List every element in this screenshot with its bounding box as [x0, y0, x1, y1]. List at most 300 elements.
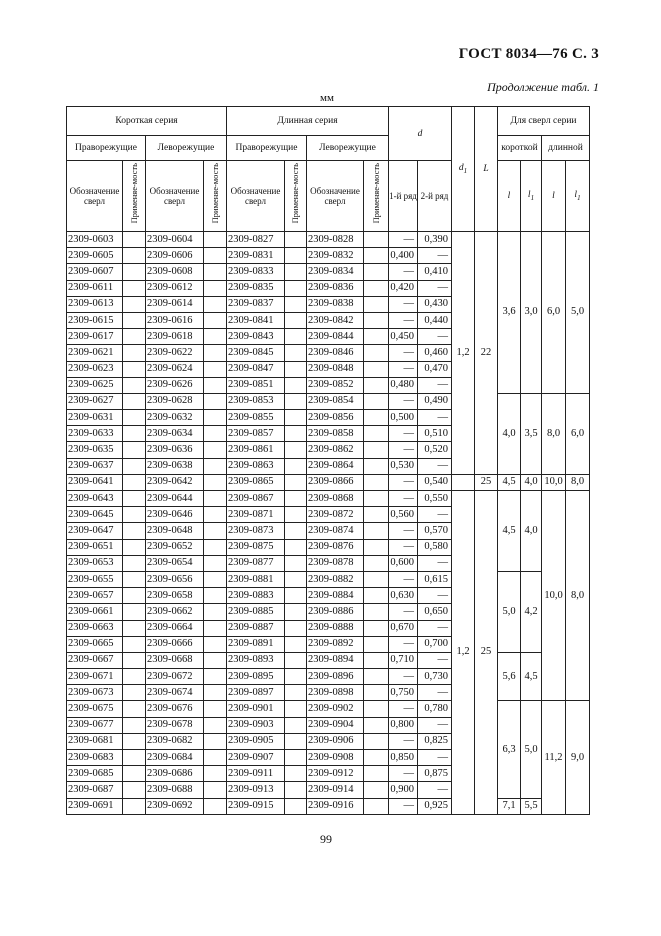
- long-left-applicability: [364, 717, 389, 733]
- short-left-applicability: [204, 717, 227, 733]
- short-left-applicability: [204, 685, 227, 701]
- short-left-designation: 2309-0672: [146, 669, 204, 685]
- long-right-designation: 2309-0911: [227, 766, 285, 782]
- d-row2-value: 0,700: [418, 636, 452, 652]
- long-right-applicability: [285, 312, 307, 328]
- short-right-designation: 2309-0603: [67, 232, 123, 248]
- long-right-applicability: [285, 620, 307, 636]
- short-left-designation: 2309-0622: [146, 345, 204, 361]
- short-left-applicability: [204, 766, 227, 782]
- designation-header: Обозначение сверл: [146, 161, 204, 232]
- d-row2-value: 0,540: [418, 474, 452, 490]
- short-left-designation: 2309-0632: [146, 410, 204, 426]
- long-left-applicability: [364, 377, 389, 393]
- short-left-designation: 2309-0644: [146, 491, 204, 507]
- table-row: [67, 393, 590, 409]
- short-left-applicability: [204, 636, 227, 652]
- short-right-applicability: [123, 312, 146, 328]
- long-left-cut-header: Леворежущие: [307, 136, 389, 161]
- short-left-applicability: [204, 588, 227, 604]
- long-left-applicability: [364, 280, 389, 296]
- short-left-designation: 2309-0634: [146, 426, 204, 442]
- d-row1-value: —: [389, 604, 418, 620]
- short-l1-value: 3,5: [521, 393, 542, 474]
- long-right-applicability: [285, 652, 307, 668]
- short-left-applicability: [204, 750, 227, 766]
- drill-table: [66, 106, 590, 815]
- long-left-applicability: [364, 296, 389, 312]
- short-right-designation: 2309-0633: [67, 426, 123, 442]
- short-left-designation: 2309-0604: [146, 232, 204, 248]
- long-right-designation: 2309-0907: [227, 750, 285, 766]
- short-right-applicability: [123, 410, 146, 426]
- short-left-applicability: [204, 393, 227, 409]
- long-left-applicability: [364, 685, 389, 701]
- short-left-applicability: [204, 474, 227, 490]
- short-right-applicability: [123, 507, 146, 523]
- short-left-designation: 2309-0636: [146, 442, 204, 458]
- short-right-applicability: [123, 717, 146, 733]
- d-row1-value: 0,710: [389, 652, 418, 668]
- short-left-applicability: [204, 782, 227, 798]
- short-l-value: 5,6: [498, 652, 521, 701]
- long-right-designation: 2309-0905: [227, 733, 285, 749]
- short-left-designation: 2309-0664: [146, 620, 204, 636]
- d-row1-value: 0,670: [389, 620, 418, 636]
- long-right-designation: 2309-0855: [227, 410, 285, 426]
- d1-value: [452, 474, 475, 490]
- short-right-designation: 2309-0615: [67, 312, 123, 328]
- d-row1-value: 0,500: [389, 410, 418, 426]
- long-left-applicability: [364, 410, 389, 426]
- short-right-applicability: [123, 798, 146, 814]
- long-left-designation: 2309-0842: [307, 312, 364, 328]
- short-right-designation: 2309-0673: [67, 685, 123, 701]
- short-right-applicability: [123, 588, 146, 604]
- long-right-designation: 2309-0845: [227, 345, 285, 361]
- long-left-designation: 2309-0878: [307, 555, 364, 571]
- long-left-applicability: [364, 652, 389, 668]
- long-right-applicability: [285, 523, 307, 539]
- short-l1-value: 4,0: [521, 491, 542, 572]
- short-l-value: 3,6: [498, 232, 521, 394]
- long-left-applicability: [364, 232, 389, 248]
- long-left-designation: 2309-0896: [307, 669, 364, 685]
- long-right-applicability: [285, 393, 307, 409]
- long-left-applicability: [364, 361, 389, 377]
- short-left-cut-header: Леворежущие: [146, 136, 227, 161]
- d-row1-value: —: [389, 523, 418, 539]
- long-right-designation: 2309-0857: [227, 426, 285, 442]
- short-right-cut-header: Праворежущие: [67, 136, 146, 161]
- short-left-applicability: [204, 507, 227, 523]
- short-right-designation: 2309-0635: [67, 442, 123, 458]
- long-l1-value: 9,0: [566, 701, 590, 814]
- d-row2-value: 0,780: [418, 701, 452, 717]
- long-l-value: 8,0: [542, 393, 566, 474]
- short-left-designation: 2309-0628: [146, 393, 204, 409]
- short-right-applicability: [123, 733, 146, 749]
- short-left-applicability: [204, 555, 227, 571]
- long-right-designation: 2309-0833: [227, 264, 285, 280]
- short-right-designation: 2309-0641: [67, 474, 123, 490]
- d-row2-value: 0,570: [418, 523, 452, 539]
- short-l-header: l: [498, 161, 521, 232]
- long-right-designation: 2309-0831: [227, 248, 285, 264]
- short-left-designation: 2309-0624: [146, 361, 204, 377]
- d-row1-value: 0,560: [389, 507, 418, 523]
- long-right-applicability: [285, 264, 307, 280]
- long-right-applicability: [285, 442, 307, 458]
- long-right-designation: 2309-0881: [227, 571, 285, 587]
- short-left-designation: 2309-0688: [146, 782, 204, 798]
- short-l1-value: 4,2: [521, 571, 542, 652]
- short-right-designation: 2309-0661: [67, 604, 123, 620]
- long-left-applicability: [364, 782, 389, 798]
- long-left-designation: 2309-0904: [307, 717, 364, 733]
- long-right-designation: 2309-0861: [227, 442, 285, 458]
- long-right-applicability: [285, 426, 307, 442]
- d-row1-value: —: [389, 539, 418, 555]
- unit-label: мм: [320, 92, 334, 104]
- long-right-designation: 2309-0887: [227, 620, 285, 636]
- short-right-designation: 2309-0607: [67, 264, 123, 280]
- short-right-designation: 2309-0631: [67, 410, 123, 426]
- long-left-designation: 2309-0876: [307, 539, 364, 555]
- long-left-designation: 2309-0892: [307, 636, 364, 652]
- d-row2-value: —: [418, 507, 452, 523]
- short-right-applicability: [123, 555, 146, 571]
- d-row2-value: 0,390: [418, 232, 452, 248]
- short-right-applicability: [123, 571, 146, 587]
- short-right-designation: 2309-0675: [67, 701, 123, 717]
- short-right-applicability: [123, 669, 146, 685]
- long-right-designation: 2309-0837: [227, 296, 285, 312]
- short-right-designation: 2309-0665: [67, 636, 123, 652]
- short-right-applicability: [123, 264, 146, 280]
- d-row1-value: —: [389, 442, 418, 458]
- d-row2-value: —: [418, 248, 452, 264]
- long-right-applicability: [285, 329, 307, 345]
- table-row: [67, 798, 590, 814]
- long-left-designation: 2309-0884: [307, 588, 364, 604]
- d-row1-value: —: [389, 296, 418, 312]
- short-l-value: 4,5: [498, 474, 521, 490]
- long-left-designation: 2309-0872: [307, 507, 364, 523]
- short-right-applicability: [123, 750, 146, 766]
- long-right-applicability: [285, 491, 307, 507]
- L-value: 25: [475, 491, 498, 815]
- short-left-designation: 2309-0654: [146, 555, 204, 571]
- long-l1-value: 6,0: [566, 393, 590, 474]
- long-left-applicability: [364, 474, 389, 490]
- long-left-designation: 2309-0866: [307, 474, 364, 490]
- d-row1-value: —: [389, 798, 418, 814]
- long-right-applicability: [285, 685, 307, 701]
- d-row2-value: 0,925: [418, 798, 452, 814]
- long-right-designation: 2309-0877: [227, 555, 285, 571]
- long-right-designation: 2309-0843: [227, 329, 285, 345]
- long-right-applicability: [285, 377, 307, 393]
- L-header: L: [475, 107, 498, 232]
- short-left-applicability: [204, 458, 227, 474]
- long-left-applicability: [364, 604, 389, 620]
- long-right-applicability: [285, 474, 307, 490]
- long-right-applicability: [285, 296, 307, 312]
- long-right-applicability: [285, 669, 307, 685]
- d-row2-value: 0,520: [418, 442, 452, 458]
- short-right-designation: 2309-0655: [67, 571, 123, 587]
- long-left-designation: 2309-0834: [307, 264, 364, 280]
- L-value: 25: [475, 474, 498, 490]
- d-row1-value: —: [389, 636, 418, 652]
- long-left-applicability: [364, 588, 389, 604]
- d-row2-value: 0,440: [418, 312, 452, 328]
- long-left-applicability: [364, 329, 389, 345]
- d1-header: $d_1$: [452, 107, 475, 232]
- short-right-designation: 2309-0677: [67, 717, 123, 733]
- long-right-applicability: [285, 717, 307, 733]
- long-l-value: 11,2: [542, 701, 566, 814]
- long-left-applicability: [364, 248, 389, 264]
- long-left-designation: 2309-0906: [307, 733, 364, 749]
- short-left-designation: 2309-0658: [146, 588, 204, 604]
- d-row2-value: 0,550: [418, 491, 452, 507]
- d-row2-value: 0,460: [418, 345, 452, 361]
- short-left-applicability: [204, 652, 227, 668]
- short-left-applicability: [204, 539, 227, 555]
- long-right-applicability: [285, 507, 307, 523]
- short-left-applicability: [204, 571, 227, 587]
- d-row1-value: 0,800: [389, 717, 418, 733]
- long-right-designation: 2309-0875: [227, 539, 285, 555]
- long-right-designation: 2309-0867: [227, 491, 285, 507]
- long-left-designation: 2309-0898: [307, 685, 364, 701]
- long-right-designation: 2309-0897: [227, 685, 285, 701]
- long-left-designation: 2309-0848: [307, 361, 364, 377]
- long-series-header: Длинная серия: [227, 107, 389, 136]
- short-series-header: Короткая серия: [67, 107, 227, 136]
- short-right-applicability: [123, 458, 146, 474]
- short-right-designation: 2309-0671: [67, 669, 123, 685]
- long-right-applicability: [285, 248, 307, 264]
- long-right-applicability: [285, 798, 307, 814]
- long-left-applicability: [364, 442, 389, 458]
- d-row2-value: —: [418, 620, 452, 636]
- long-left-applicability: [364, 345, 389, 361]
- long-right-designation: 2309-0895: [227, 669, 285, 685]
- long-left-designation: 2309-0832: [307, 248, 364, 264]
- long-left-designation: 2309-0846: [307, 345, 364, 361]
- d-row1-value: 0,600: [389, 555, 418, 571]
- short-left-applicability: [204, 426, 227, 442]
- long-right-applicability: [285, 782, 307, 798]
- long-left-applicability: [364, 264, 389, 280]
- long-right-designation: 2309-0847: [227, 361, 285, 377]
- short-left-designation: 2309-0618: [146, 329, 204, 345]
- short-right-applicability: [123, 393, 146, 409]
- long-left-designation: 2309-0874: [307, 523, 364, 539]
- short-right-applicability: [123, 474, 146, 490]
- short-right-applicability: [123, 523, 146, 539]
- long-left-applicability: [364, 798, 389, 814]
- long-left-applicability: [364, 669, 389, 685]
- short-left-applicability: [204, 377, 227, 393]
- long-right-designation: 2309-0863: [227, 458, 285, 474]
- long-right-designation: 2309-0885: [227, 604, 285, 620]
- short-right-designation: 2309-0625: [67, 377, 123, 393]
- d-row2-value: —: [418, 410, 452, 426]
- short-left-designation: 2309-0662: [146, 604, 204, 620]
- short-left-designation: 2309-0648: [146, 523, 204, 539]
- short-left-applicability: [204, 701, 227, 717]
- long-right-applicability: [285, 701, 307, 717]
- d-row1-header: 1-й ряд: [389, 161, 418, 232]
- short-l-value: 6,3: [498, 701, 521, 798]
- short-left-applicability: [204, 410, 227, 426]
- short-left-designation: 2309-0676: [146, 701, 204, 717]
- d-header: d: [389, 107, 452, 161]
- short-right-applicability: [123, 296, 146, 312]
- short-l1-value: 4,0: [521, 474, 542, 490]
- table-row: [67, 701, 590, 717]
- long-right-applicability: [285, 766, 307, 782]
- long-right-designation: 2309-0873: [227, 523, 285, 539]
- short-left-applicability: [204, 442, 227, 458]
- long-left-designation: 2309-0862: [307, 442, 364, 458]
- long-right-designation: 2309-0883: [227, 588, 285, 604]
- short-left-designation: 2309-0616: [146, 312, 204, 328]
- d-row2-value: 0,825: [418, 733, 452, 749]
- short-left-designation: 2309-0642: [146, 474, 204, 490]
- d-row2-value: 0,490: [418, 393, 452, 409]
- d-row1-value: —: [389, 733, 418, 749]
- d-row2-header: 2-й ряд: [418, 161, 452, 232]
- long-right-designation: 2309-0835: [227, 280, 285, 296]
- d-row2-value: —: [418, 377, 452, 393]
- long-right-applicability: [285, 604, 307, 620]
- d-row1-value: —: [389, 312, 418, 328]
- short-left-designation: 2309-0666: [146, 636, 204, 652]
- long-right-designation: 2309-0913: [227, 782, 285, 798]
- d1-value: 1,2: [452, 232, 475, 475]
- long-left-applicability: [364, 312, 389, 328]
- long-left-applicability: [364, 458, 389, 474]
- long-left-applicability: [364, 701, 389, 717]
- d-row2-value: —: [418, 750, 452, 766]
- long-right-designation: 2309-0871: [227, 507, 285, 523]
- long-left-applicability: [364, 426, 389, 442]
- short-left-designation: 2309-0684: [146, 750, 204, 766]
- long-left-designation: 2309-0912: [307, 766, 364, 782]
- d-row1-value: —: [389, 669, 418, 685]
- short-right-designation: 2309-0645: [67, 507, 123, 523]
- d1-value: 1,2: [452, 491, 475, 815]
- short-right-applicability: [123, 685, 146, 701]
- long-right-designation: 2309-0865: [227, 474, 285, 490]
- designation-header: Обозначение сверл: [227, 161, 285, 232]
- short-left-designation: 2309-0606: [146, 248, 204, 264]
- table-row: [67, 491, 590, 507]
- short-left-applicability: [204, 296, 227, 312]
- d-row1-value: 0,480: [389, 377, 418, 393]
- d-row1-value: 0,400: [389, 248, 418, 264]
- long-left-designation: 2309-0888: [307, 620, 364, 636]
- short-right-designation: 2309-0663: [67, 620, 123, 636]
- d-row2-value: —: [418, 280, 452, 296]
- table-row: [67, 652, 590, 668]
- short-left-designation: 2309-0638: [146, 458, 204, 474]
- short-right-designation: 2309-0691: [67, 798, 123, 814]
- d-row1-value: —: [389, 393, 418, 409]
- long-right-applicability: [285, 232, 307, 248]
- d-row2-value: 0,730: [418, 669, 452, 685]
- short-left-designation: 2309-0608: [146, 264, 204, 280]
- d-row2-value: —: [418, 458, 452, 474]
- short-left-applicability: [204, 361, 227, 377]
- long-right-applicability: [285, 588, 307, 604]
- long-right-designation: 2309-0915: [227, 798, 285, 814]
- short-right-designation: 2309-0637: [67, 458, 123, 474]
- long-left-designation: 2309-0828: [307, 232, 364, 248]
- long-right-applicability: [285, 571, 307, 587]
- d-row2-value: 0,510: [418, 426, 452, 442]
- d-row2-value: 0,470: [418, 361, 452, 377]
- long-right-cut-header: Праворежущие: [227, 136, 307, 161]
- long-right-applicability: [285, 458, 307, 474]
- short-right-applicability: [123, 491, 146, 507]
- short-right-designation: 2309-0621: [67, 345, 123, 361]
- long-l-value: 10,0: [542, 474, 566, 490]
- short-right-designation: 2309-0685: [67, 766, 123, 782]
- long-left-designation: 2309-0854: [307, 393, 364, 409]
- long-right-designation: 2309-0853: [227, 393, 285, 409]
- short-right-applicability: [123, 345, 146, 361]
- short-right-designation: 2309-0687: [67, 782, 123, 798]
- long-left-applicability: [364, 491, 389, 507]
- d-row2-value: —: [418, 717, 452, 733]
- long-right-designation: 2309-0827: [227, 232, 285, 248]
- long-right-designation: 2309-0901: [227, 701, 285, 717]
- short-left-designation: 2309-0656: [146, 571, 204, 587]
- d-row2-value: 0,430: [418, 296, 452, 312]
- long-left-applicability: [364, 523, 389, 539]
- short-l1-value: 5,0: [521, 701, 542, 798]
- long-right-designation: 2309-0891: [227, 636, 285, 652]
- long-right-applicability: [285, 361, 307, 377]
- L-value: 22: [475, 232, 498, 475]
- short-right-designation: 2309-0617: [67, 329, 123, 345]
- applicability-header: Применяе-мость: [285, 161, 307, 232]
- short-left-applicability: [204, 312, 227, 328]
- short-right-applicability: [123, 426, 146, 442]
- applicability-header: Применяе-мость: [364, 161, 389, 232]
- d-row1-value: —: [389, 491, 418, 507]
- short-left-designation: 2309-0674: [146, 685, 204, 701]
- long-left-designation: 2309-0856: [307, 410, 364, 426]
- short-l1-value: 5,5: [521, 798, 542, 814]
- short-left-designation: 2309-0678: [146, 717, 204, 733]
- d-row1-value: 0,450: [389, 329, 418, 345]
- short-right-designation: 2309-0623: [67, 361, 123, 377]
- short-left-designation: 2309-0626: [146, 377, 204, 393]
- short-left-applicability: [204, 733, 227, 749]
- short-l-value: 4,0: [498, 393, 521, 474]
- long-left-designation: 2309-0836: [307, 280, 364, 296]
- long-left-applicability: [364, 750, 389, 766]
- table-row: [67, 232, 590, 248]
- applicability-header: Применяе-мость: [204, 161, 227, 232]
